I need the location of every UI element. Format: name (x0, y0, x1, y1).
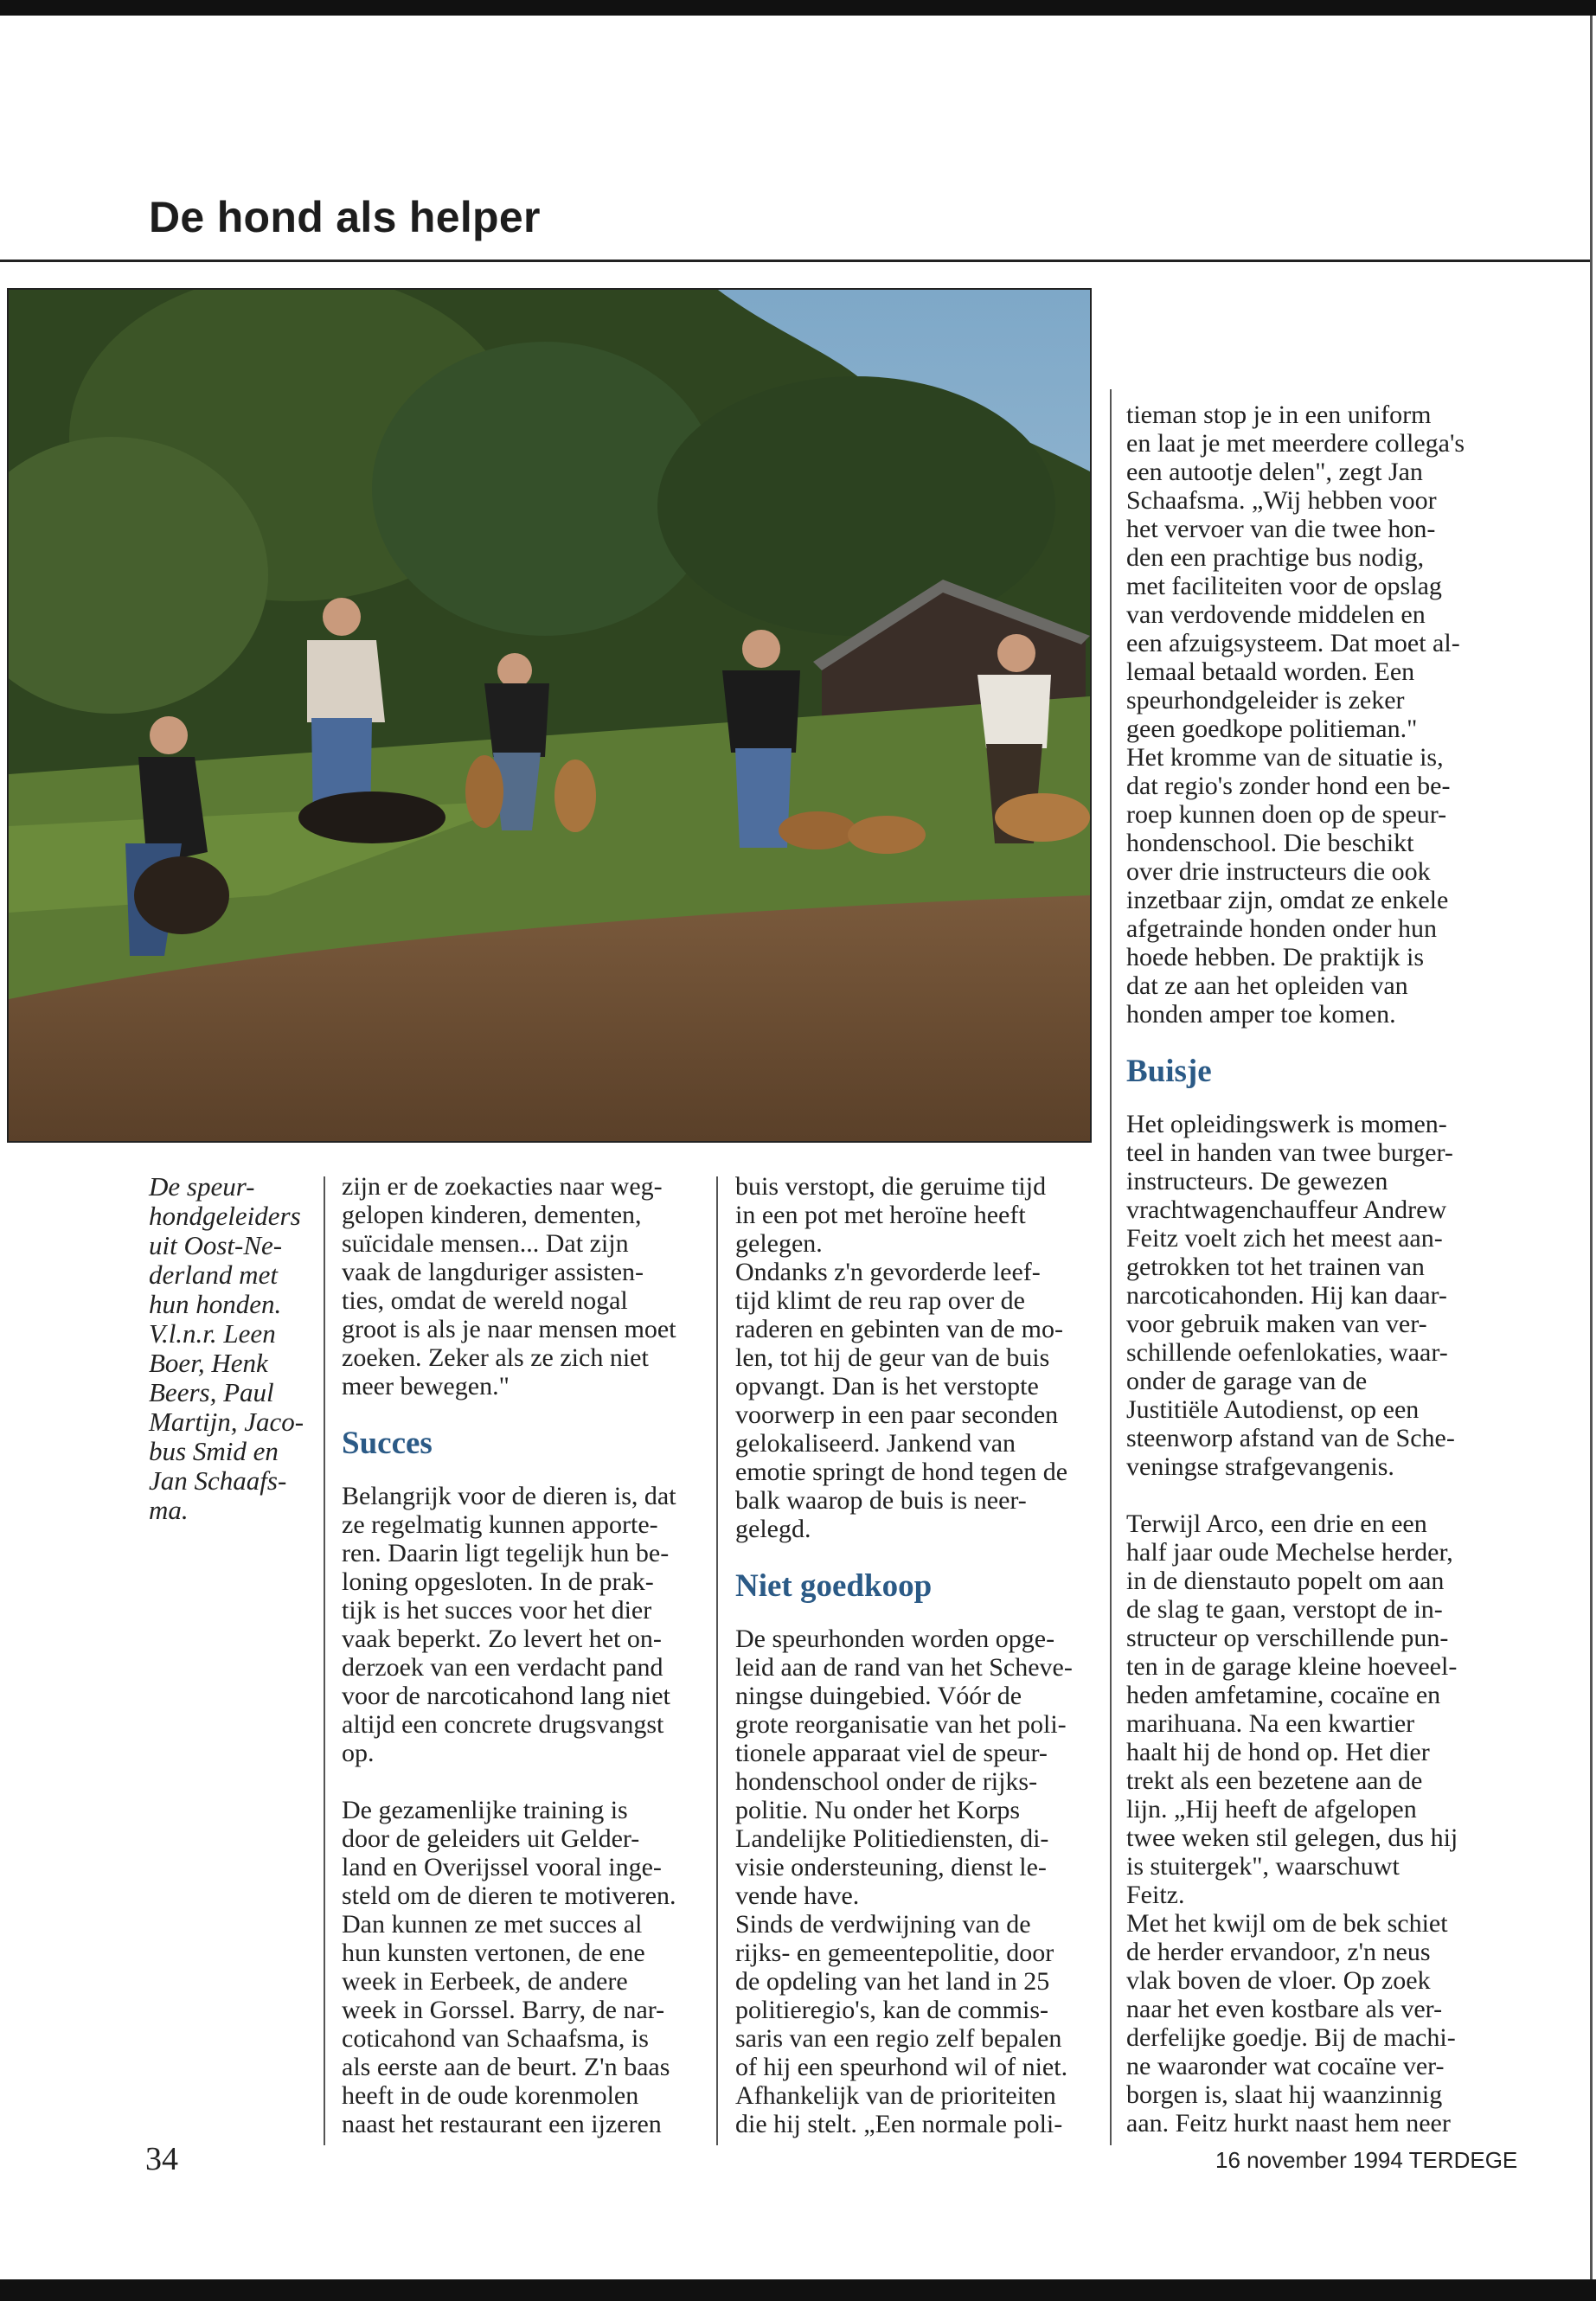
dog (134, 856, 229, 934)
dog (779, 811, 856, 849)
subheading-buisje: Buisje (1126, 1054, 1212, 1089)
paragraph: Met het kwijl om de bek schiet de herder ervandoor, z'n neus vlak boven de vloer. Op zoek naar het even kostbare als ver- derfelijke goedje. Bij de machi- ne waaronder wat cocaïne ver- borgen is, slaat hij waanzinnig aan. Feitz hurkt naast hem neer (1126, 1909, 1456, 2138)
paragraph: tieman stop je in een uniform en laat je met meerdere collega's een autootje delen", zegt Jan Schaafsma. „Wij hebben voor het vervoer van die twee hon- den een prachtige bus nodig, met faciliteiten voor de opslag van verdovende middelen en een afzuigsysteem. Dat moet al- lemaal betaald worden. Een speurhondgeleider is zeker geen goedkope politieman." Het kromme van de situatie is, dat regio's zonder hond een be- roep kunnen doen op de speur- hondenschool. Die beschikt over drie instructeurs die ook inzetbaar zijn, omdat ze enkele afgetrainde honden onder hun hoede hebben. De praktijk is dat ze aan het opleiden van honden amper toe komen. (1126, 401, 1465, 1029)
column-rule (716, 1176, 718, 2145)
column-rule (1110, 389, 1112, 2145)
paragraph: Terwijl Arco, een drie en een half jaar oude Mechelse herder, in de dienstauto popelt om aan de slag te gaan, verstopt de in- structeur op verschillende pun- ten in de garage kleine hoeveel- heden amfetamine, cocaïne en marihuana. Na een kwartier haalt hij de hond op. Het dier trekt als een bezetene aan de lijn. „Hij heeft de afgelopen twee weken stil gelegen, dus hij is stuitergek", waarschuwt Feitz. (1126, 1509, 1458, 1909)
article-photo (7, 288, 1092, 1143)
subheading-niet-goedkoop: Niet goedkoop (735, 1568, 933, 1604)
page-bottom-edge (0, 2279, 1596, 2301)
dog (465, 755, 503, 828)
dog (848, 816, 926, 854)
article-column-2 (342, 1172, 705, 2138)
photo-caption: De speur- hondgeleiders uit Oost-Ne- derland met hun honden. V.l.n.r. Leen Boer, Henk Beers, Paul Martijn, Jaco- bus Smid en Jan Schaafs- ma. (149, 1171, 304, 1525)
subheading-succes: Succes (342, 1426, 433, 1461)
dog (554, 760, 596, 832)
article-headline: De hond als helper (149, 193, 541, 241)
issue-date: 16 november 1994 TERDEGE (1215, 2147, 1518, 2173)
paragraph: buis verstopt, die geruime tijd in een pot met heroïne heeft gelegen. (735, 1172, 1047, 1258)
paragraph: Belangrijk voor de dieren is, dat ze regelmatig kunnen apporte- ren. Daarin ligt tegelijk hun be- loning opgesloten. In de prak- tijk is het succes voor het dier vaak beperkt. Zo levert het on- derzoek van een verdacht pand voor de narcoticahond lang niet altijd een concrete drugsvangst op. (342, 1482, 676, 1767)
page-right-edge (1590, 16, 1593, 2279)
headline-rule (0, 260, 1590, 262)
paragraph: Ondanks z'n gevorderde leef- tijd klimt de reu rap over de raderen en gebinten van de mo- len, tot hij de geur van de buis opvangt. Dan is het verstopte voorwerp in een paar seconden gelokaliseerd. Jankend van emotie springt de hond tegen de balk waarop de buis is neer- gelegd. (735, 1258, 1068, 1543)
article-column-4 (1126, 401, 1507, 2138)
paragraph: De speurhonden worden opge- leid aan de rand van het Scheve- ningse duingebied. Vóór de grote reorganisatie van het poli- tionele apparaat viel de speur- hondenschool onder de rijks- politie. Nu onder het Korps Landelijke Politiediensten, di- visie ondersteuning, dienst le- vende have. (735, 1625, 1073, 1910)
dog (298, 792, 445, 843)
page-number: 34 (145, 2141, 178, 2177)
dog (995, 793, 1090, 842)
photo-illustration (9, 290, 1090, 1141)
paragraph: Het opleidingswerk is momen- teel in handen van twee burger- instructeurs. De gewezen vrachtwagenchauffeur Andrew Feitz voelt zich het meest aan- getrokken tot het trainen van narcoticahonden. Hij kan daar- voor gebruik maken van ver- schillende oefenlokaties, waar- onder de garage van de Justitiële Autodienst, op een steenworp afstand van de Sche- veningse strafgevangenis. (1126, 1110, 1455, 1481)
article-column-3 (735, 1172, 1099, 2138)
paragraph: De gezamenlijke training is door de geleiders uit Gelder- land en Overijssel vooral inge- steld om de dieren te motiveren. Dan kunnen ze met succes al hun kunsten vertonen, de ene week in Eerbeek, de andere week in Gorssel. Barry, de nar- coticahond van Schaafsma, is als eerste aan de beurt. Z'n baas heeft in de oude korenmolen naast het restaurant een ijzeren (342, 1796, 676, 2138)
column-rule (324, 1176, 325, 2145)
page-top-edge (0, 0, 1596, 16)
paragraph: Sinds de verdwijning van de rijks- en gemeentepolitie, door de opdeling van het land in 25 politieregio's, kan de commis- saris van een regio zelf bepalen of hij een speurhond wil of niet. Afhankelijk van de prioriteiten die hij stelt. „Een normale poli- (735, 1910, 1068, 2138)
tree-crown (657, 376, 1055, 636)
paragraph: zijn er de zoekacties naar weg- gelopen kinderen, dementen, suïcidale mensen... Dat zijn vaak de langduriger assisten- ties, omdat de wereld nogal groot is als je naar mensen moet zoeken. Zeker als ze zich niet meer bewegen." (342, 1172, 676, 1400)
